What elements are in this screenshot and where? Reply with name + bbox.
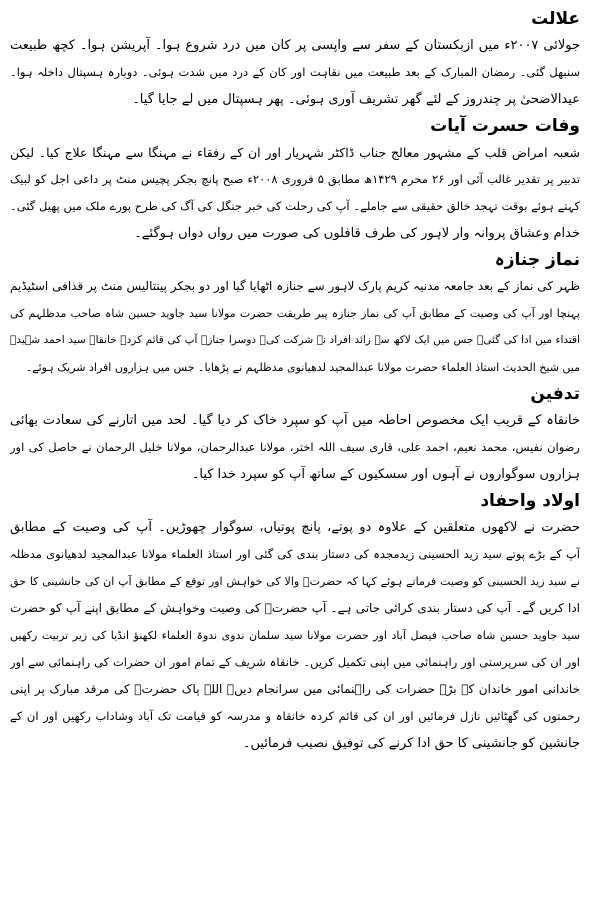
section-illness	[10, 6, 580, 113]
paragraph-line: نے سید زید الحسینی کو وصیت فرماتے ہوئے کہا کہ حضرتؒ والا کی خواہش اور توقع کے مطابق آپ ان کی جانشینی کا حق	[10, 575, 580, 588]
section-funeral-prayer	[10, 247, 580, 381]
paragraph-line: شعبہ امراض قلب کے مشہور معالج جناب ڈاکٹر شہریار اور ان کے رفقاء نے مہنگا سے مہنگا علاج کیا۔ لیکن	[10, 145, 580, 160]
paragraph-line: عیدالاضحیٰ پر چندروز کے لئے گھر تشریف آوری ہوئی۔ پھر ہسپتال میں لے جایا گیا۔	[132, 92, 580, 107]
paragraph-line: میں شیخ الحدیث استاذ العلماء حضرت مولانا عبدالمجید لدھیانوی مدظلہم نے پڑھایا۔ جس میں ہزاروں افراد شریک ہوئے۔	[25, 361, 580, 374]
paragraph-line: خدام وعشاق پروانہ وار لاہور کی طرف قافلوں کی صورت میں رواں دواں ہوگئے۔	[134, 226, 580, 241]
paragraph-line: تدبیر پر تقدیر غالب آئی اور ۲۶ محرم ۱۴۲۹ھ مطابق ۵ فروری ۲۰۰۸ء صبح پانچ بجکر پچیس منٹ پر داعی اجل کو لبیک	[10, 172, 580, 186]
paragraph-line: پہنچا اور آپ کی وصیت کے مطابق آپ کی نماز جنازہ پیر طریقت حضرت مولانا سید جاوید حسین شاہ صاحب مدظلہم کی	[10, 307, 580, 320]
section-burial	[10, 381, 580, 488]
paragraph-line: آپ کے بڑے پوتے سید زید الحسینی زیدمجدہ کی دستار بندی کی گئی اور استاذ العلماء مولانا عبدالمجید لدھیانوی مدظلہ	[10, 547, 580, 561]
paragraph-line: خاندانی امور خاندان کے بڑے حضرات کی راہنمائی میں سرانجام دیں۔ اللہ پاک حضرتؒ کی مرقد مبارک پر اپنی	[10, 682, 580, 696]
paragraph-line: اقتداء میں ادا کی گئی۔ جس میں ایک لاکھ سے زائد افراد نے شرکت کی۔ دوسرا جنازہ آپ کی قائم کردہ خانقاہ سید احمد شہیدؒ	[10, 334, 580, 346]
section-death	[10, 113, 580, 247]
heading-death: وفات حسرت آیات	[430, 116, 580, 136]
paragraph-line: رحمتوں کی گھٹائیں نازل فرمائیں اور ان کی قائم کردہ خانقاہ و مدرسہ کو قیامت تک آباد وشاداب رکھیں اور ان کے	[10, 709, 580, 723]
paragraph-line: سید جاوید حسین شاہ صاحب فیصل آباد اور حضرت مولانا سید سلمان ندوی ندوۃ العلماء لکھنؤ انڈیا کی زیر تربیت رکھیں	[10, 629, 580, 642]
paragraph-line: کہتے ہوئے بوقت تہجد خالق حقیقی سے جاملے۔ آپ کی رحلت کی خبر جنگل کی آگ کی طرح پورے ملک میں پھیل گئی۔	[10, 199, 580, 213]
paragraph-line: سنبھل گئی۔ رمضان المبارک کے بعد طبیعت میں نقاہت اور کان کے درد میں شدت ہوئی۔ دوبارہ ہسپتال داخلہ ہوا۔	[10, 65, 580, 79]
paragraph-line: جولائی ۲۰۰۷ء میں ازبکستان کے سفر سے واپسی پر کان میں درد شروع ہوا۔ آپریشن ہوا۔ کچھ طبیعت	[10, 38, 580, 53]
section-descendants	[10, 488, 580, 757]
paragraph-line: ادا کریں گے۔ آپ کی دستار بندی کرائی جاتی ہے۔ آپ حضرتؒ کی وصیت وخواہش کے مطابق اپنے آپ کو حضرت	[10, 601, 580, 615]
paragraph-line: رضوان نفیس، محمد نعیم، احمد علی، قاری سیف اللہ اختر، مولانا عبدالرحمان، مولانا خلیل الرحمان نے حاصل کی اور	[10, 440, 580, 454]
heading-illness: علالت	[531, 9, 580, 29]
paragraph-line: جانشین کو جانشینی کا حق ادا کرنے کی توفیق نصیب فرمائیں۔	[242, 736, 580, 751]
paragraph-line: حضرت نے لاکھوں متعلقین کے علاوہ دو پوتے، پانچ پوتیاں، سوگوار چھوڑیں۔ آپ کی وصیت کے مطابق	[10, 520, 580, 535]
paragraph-line: ہزاروں سوگواروں نے آہوں اور سسکیوں کے ساتھ آپ کو سپرد خدا کیا۔	[191, 467, 580, 482]
paragraph-line: ظہر کی نماز کے بعد جامعہ مدنیہ کریم پارک لاہور سے جنازہ اٹھایا گیا اور دو بجکر پینتالیس منٹ پر قذافی اسٹیڈیم	[10, 279, 580, 293]
paragraph-line: خانقاہ کے قریب ایک مخصوص احاطہ میں آپ کو سپرد خاک کر دیا گیا۔ لحد میں اتارنے کی سعادت بھائی	[10, 413, 580, 428]
heading-burial: تدفین	[530, 384, 580, 404]
heading-funeral-prayer: نماز جنازہ	[494, 250, 580, 270]
heading-descendants: اولاد واحفاد	[480, 491, 580, 511]
paragraph-line: اور ان کی سرپرستی اور راہنمائی میں اپنی تکمیل کریں۔ خانقاہ شریف کے تمام امور ان حضرات کی راہنمائی سے اور	[10, 655, 580, 669]
